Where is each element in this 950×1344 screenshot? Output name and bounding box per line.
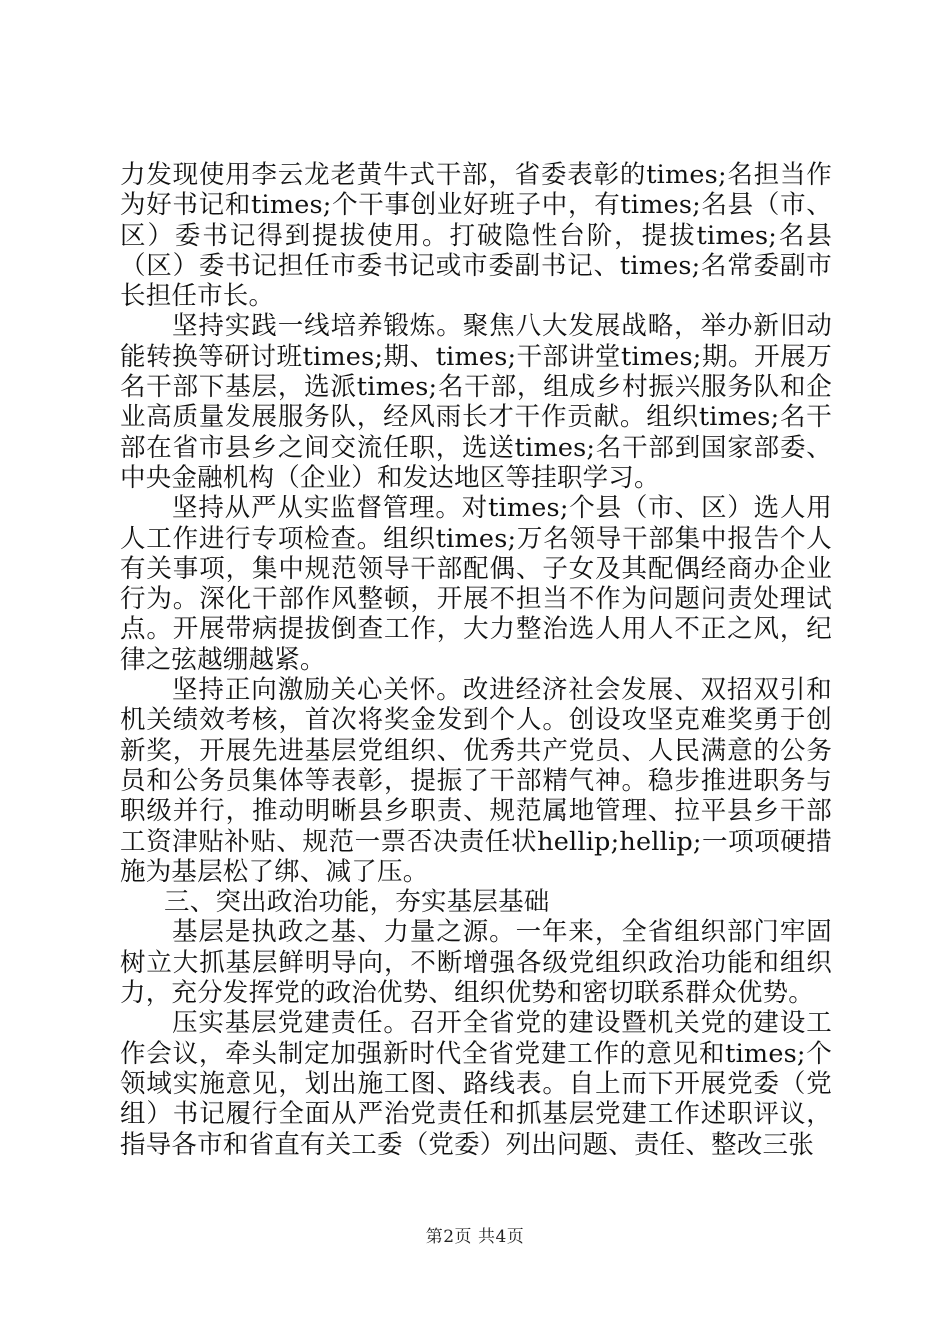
paragraph-practice-training: 坚持实践一线培养锻炼。聚焦八大发展战略，举办新旧动能转换等研讨班times;期、times;干部讲堂times;期。开展万名干部下基层，选派times;名干部，组成乡村振兴服务队和企业高质量发展服务队，经风雨长才干作贡献。组织times;名干部在省市县乡之间交流任职，选送times;名干部到国家部委、中央金融机构（企业）和发达地区等挂职学习。 [120,311,832,493]
page-footer: 第2页 共4页 [425,1227,525,1247]
paragraph-supervision: 坚持从严从实监督管理。对times;个县（市、区）选人用人工作进行专项检查。组织times;万名领导干部集中报告个人有关事项，集中规范领导干部配偶、子女及其配偶经商办企业行为。深化干部作风整顿，开展不担当不作为问题问责处理试点。开展带病提拔倒查工作，大力整治选人用人不正之风，纪律之弦越绷越紧。 [120,493,832,675]
section-heading: 三、突出政治功能，夯实基层基础 [164,887,550,918]
paragraph-grassroots-intro: 基层是执政之基、力量之源。一年来，全省组织部门牢固树立大抓基层鲜明导向，不断增强各级党组织政治功能和组织力，充分发挥党的政治优势、组织优势和密切联系群众优势。 [120,917,832,1009]
document-body [120,160,832,1160]
paragraph-party-building-responsibility: 压实基层党建责任。召开全省党的建设暨机关党的建设工作会议，牵头制定加强新时代全省党建工作的意见和times;个领域实施意见，划出施工图、路线表。自上而下开展党委（党组）书记履行全面从严治党责任和抓基层党建工作述职评议，指导各市和省直有关工委（党委）列出问题、责任、整改三张 [120,1008,832,1160]
paragraph-incentives: 坚持正向激励关心关怀。改进经济社会发展、双招双引和机关绩效考核，首次将奖金发到个人。创设攻坚克难奖勇于创新奖，开展先进基层党组织、优秀共产党员、人民满意的公务员和公务员集体等表彰，提振了干部精气神。稳步推进职务与职级并行，推动明晰县乡职责、规范属地管理、拉平县乡干部工资津贴补贴、规范一票否决责任状hellip;hellip;一项项硬措施为基层松了绑、减了压。 [120,675,832,887]
paragraph-continued: 力发现使用李云龙老黄牛式干部，省委表彰的times;名担当作为好书记和times;个干事创业好班子中，有times;名县（市、区）委书记得到提拔使用。打破隐性台阶，提拔times;名县（区）委书记担任市委书记或市委副书记、times;名常委副市长担任市长。 [120,160,832,312]
